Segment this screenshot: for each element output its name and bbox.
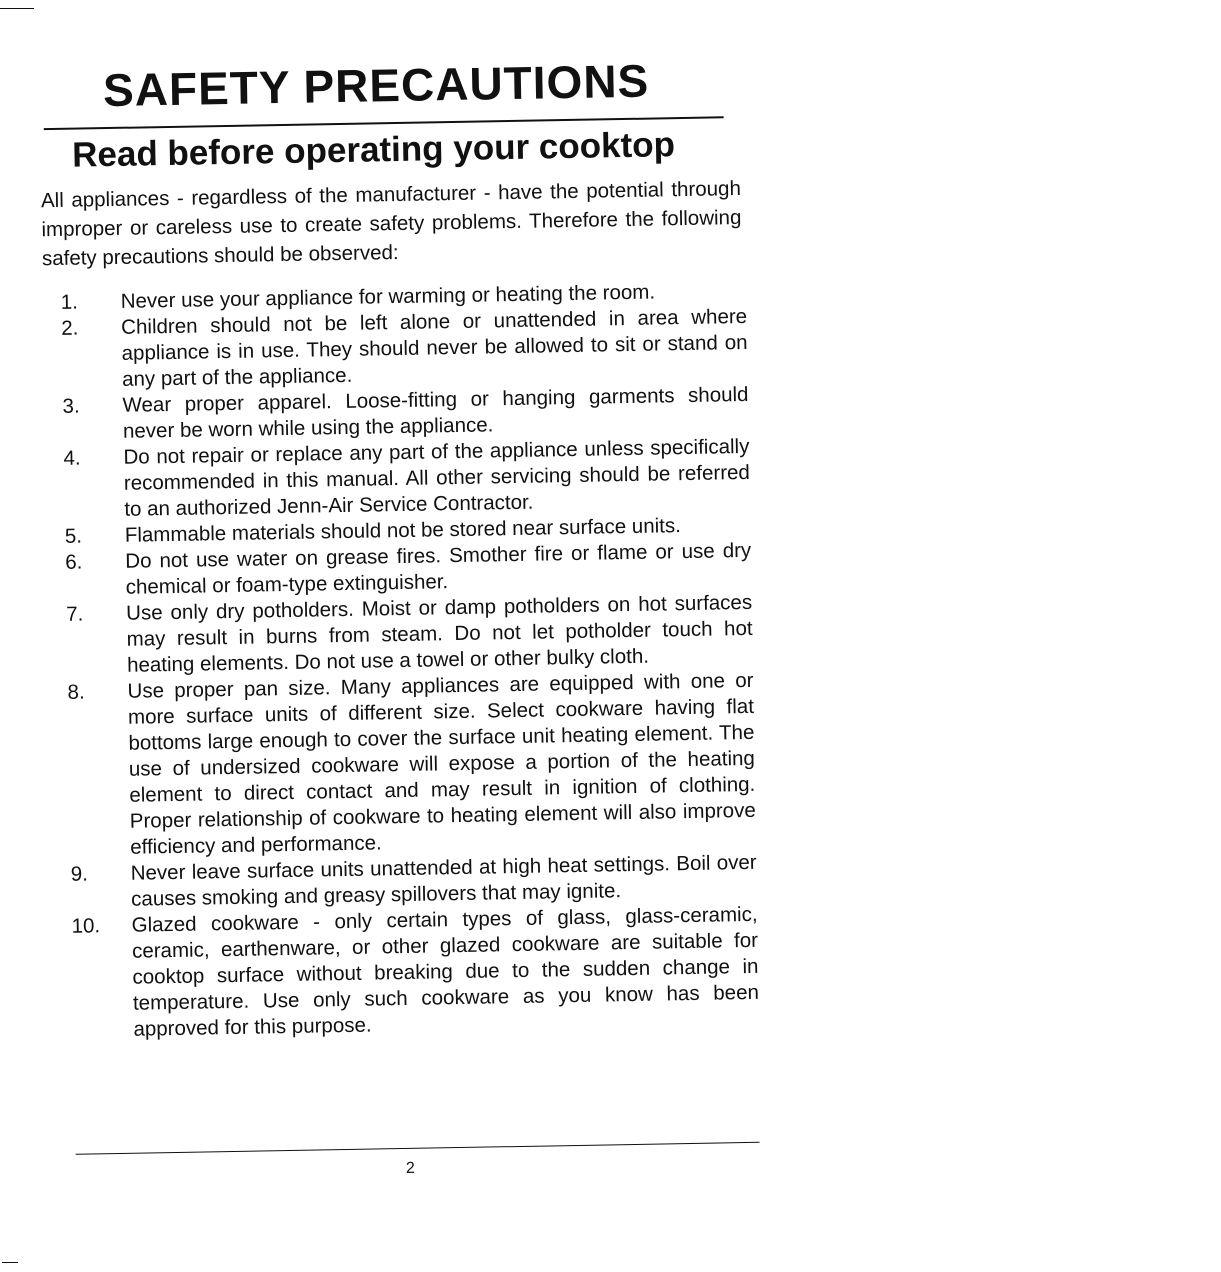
intro-paragraph: All appliances - regardless of the manufacturer - have the potential through improper or careless use to create safety problems. Therefore the following safety precautions should be observed: [40, 176, 742, 271]
list-item [62, 590, 753, 680]
item-number: 7. [65, 602, 84, 626]
item-number: 4. [63, 446, 81, 470]
item-number: 9. [70, 862, 89, 886]
page-number: 2 [405, 1159, 415, 1177]
item-text: Never leave surface units unattended at high heat settings. Boil over causes smoking and greasy spillovers that may ignite. [130, 850, 757, 911]
page-subtitle: Read before operating your cooktop [71, 125, 676, 175]
item-text: Flammable materials should not be stored near surface units. [124, 514, 682, 547]
list-item [67, 902, 759, 1044]
item-number: 3. [62, 394, 80, 418]
item-number: 1. [60, 290, 79, 314]
item-number: 10. [71, 914, 101, 938]
item-text: Children should not be left alone or unattended in area where appliance is in use. They should never be allowed to sit or stand on any part of the appliance. [120, 304, 748, 391]
item-text: Use proper pan size. Many appliances are equipped with one or more surface units of different size. Select cookware having flat bottoms large enough to cover the surface unit heating element. The use of undersized cookware will expose a portion of the heating element to direct contact and may result in ignition of clothing. Proper relationship of cookware to heating element will also improve efficiency and performance. [127, 668, 756, 859]
item-text: Glazed cookware - only certain types of glass, glass-ceramic, ceramic, earthenware, or other glazed cookware are suitable for cooktop surface without breaking due to the sudden change in temperature. Use only such cookware as you know has been approved for this purpose. [131, 902, 760, 1041]
item-text: Do not repair or replace any part of the appliance unless specifically recommended in this manual. All other servicing should be referred to an authorized Jenn-Air Service Contractor. [123, 434, 751, 521]
item-number: 5. [64, 524, 83, 548]
item-text: Use only dry potholders. Moist or damp potholders on hot surfaces may result in burns from steam. Do not let potholder touch hot heating elements. Do not use a towel or other bulky cloth. [125, 590, 753, 677]
item-text: Do not use water on grease fires. Smother fire or flame or use dry chemical or foam-type extinguisher. [125, 538, 752, 599]
precautions-list [57, 278, 760, 1044]
list-item [57, 304, 748, 394]
list-item [63, 668, 756, 862]
page-title: SAFETY PRECAUTIONS [102, 54, 650, 117]
item-number: 6. [65, 550, 83, 574]
footer-divider [76, 1142, 760, 1155]
item-number: 2. [61, 316, 79, 340]
item-text: Wear proper apparel. Loose-fitting or hanging garments should never be worn while using the appliance. [122, 382, 749, 443]
item-number: 8. [67, 680, 85, 704]
item-text: Never use your appliance for warming or heating the room. [120, 280, 656, 313]
list-item [59, 434, 750, 524]
